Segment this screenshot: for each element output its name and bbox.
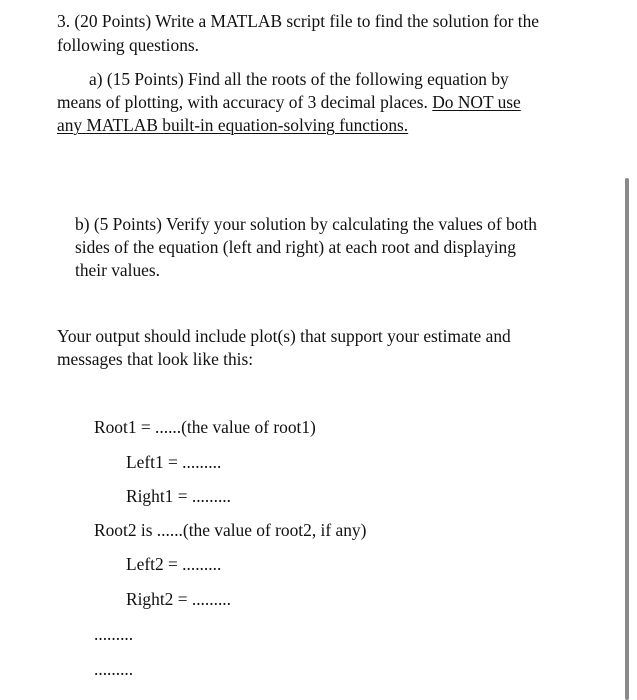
part-a-warning-line-3: any MATLAB built-in equation-solving functions. bbox=[57, 115, 409, 135]
vertical-scrollbar[interactable] bbox=[625, 178, 629, 700]
message-root2: Root2 is ......(the value of root2, if any) bbox=[94, 520, 367, 540]
question-title-line-2: following questions. bbox=[57, 35, 200, 55]
message-dots-2: ......... bbox=[94, 659, 134, 679]
part-b-line-2: sides of the equation (left and right) at each root and displaying bbox=[75, 237, 516, 257]
message-dots-1: ......... bbox=[94, 624, 134, 644]
part-a-line-1: a) (15 Points) Find all the roots of the following equation by bbox=[89, 69, 509, 89]
part-b-line-1: b) (5 Points) Verify your solution by calculating the values of both bbox=[75, 214, 537, 234]
message-left1: Left1 = ......... bbox=[126, 452, 222, 472]
part-a-line-2 bbox=[57, 91, 521, 114]
question-title-line-1: 3. (20 Points) Write a MATLAB script file to find the solution for the bbox=[57, 11, 539, 31]
message-root1: Root1 = ......(the value of root1) bbox=[94, 417, 316, 437]
message-left2: Left2 = ......... bbox=[126, 554, 222, 574]
output-intro-line-2: messages that look like this: bbox=[57, 349, 254, 369]
output-intro-line-1: Your output should include plot(s) that support your estimate and bbox=[57, 326, 511, 346]
message-right2: Right2 = ......... bbox=[126, 589, 231, 609]
part-b-line-3: their values. bbox=[75, 260, 160, 280]
part-a-line-2-text: means of plotting, with accuracy of 3 decimal places. bbox=[57, 92, 433, 112]
part-a-warning-underlined: Do NOT use bbox=[432, 92, 521, 112]
message-right1: Right1 = ......... bbox=[126, 486, 231, 506]
